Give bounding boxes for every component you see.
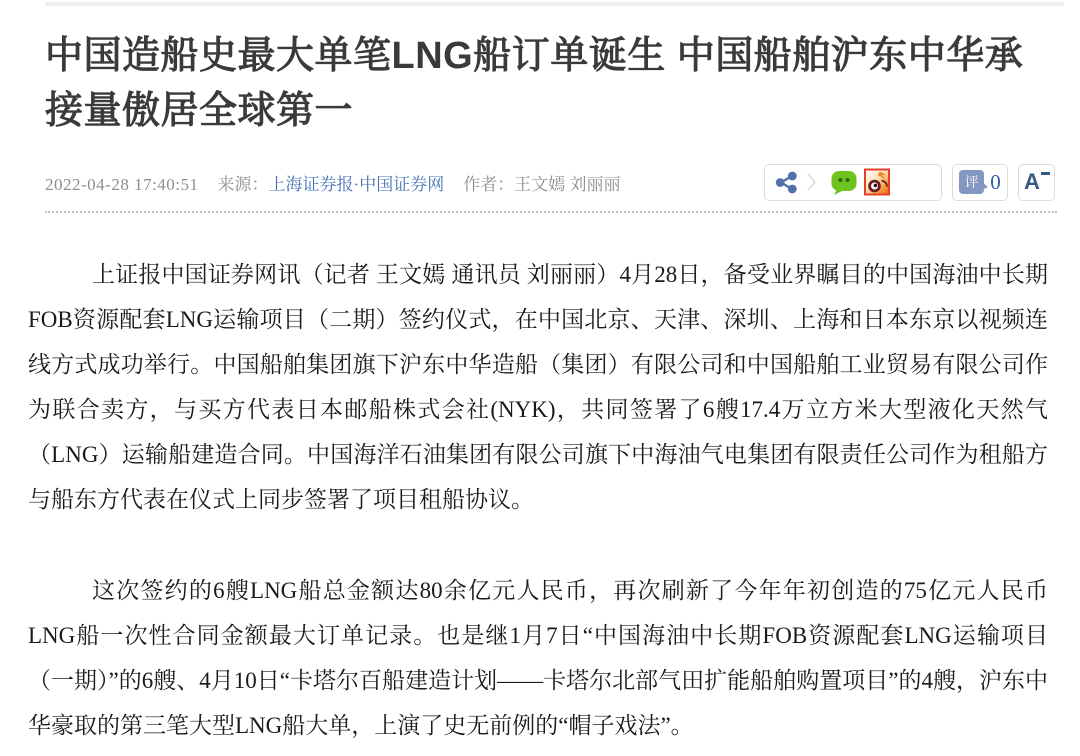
source (218, 170, 445, 195)
paragraph-2: 这次签约的6艘LNG船总金额达80余亿元人民币，再次刷新了今年年初创造的75亿元人民币LNG船一次性合同金额最大订单记录。也是继1月7日“中国海油中长期FOB资源配套LNG运输项目（一期）”的6艘、4月10日“卡塔尔百船建造计划——卡塔尔北部气田扩能船舶购置项目”的4艘，沪东中华豪取的第三笔大型LNG船大单，上演了史无前例的“帽子戏法”。 (28, 578, 1048, 738)
minus-icon (1041, 172, 1050, 175)
weibo-icon[interactable] (864, 168, 890, 196)
meta-row (45, 160, 1055, 204)
author-label: 作者： (463, 174, 515, 194)
font-size-button[interactable] (1018, 164, 1055, 201)
comment-icon (959, 170, 984, 194)
font-size-icon: A (1024, 169, 1040, 194)
article-body (28, 252, 1048, 748)
chevron-separator-icon (807, 173, 816, 191)
dotted-divider (45, 211, 1057, 213)
toolbar (764, 164, 1055, 201)
source-label: 来源： (217, 174, 269, 194)
top-divider (45, 2, 1064, 6)
comment-icon-label: 评 (964, 174, 979, 190)
share-icon[interactable] (765, 171, 807, 194)
article-title: 中国造船史最大单笔LNG船订单诞生 中国船舶沪东中华承接量傲居全球第一 (45, 35, 1024, 132)
comment-count: 0 (990, 169, 1001, 194)
comment-button[interactable] (952, 164, 1008, 201)
author (463, 170, 620, 195)
share-bar (764, 164, 942, 201)
publish-datetime: 2022-04-28 17:40:51 (45, 174, 199, 194)
source-link[interactable]: 上海证券报·中国证券网 (268, 174, 445, 194)
wechat-icon[interactable] (830, 168, 858, 196)
author-names: 王文嫣 刘丽丽 (514, 174, 621, 194)
paragraph-1: 上证报中国证券网讯（记者 王文嫣 通讯员 刘丽丽）4月28日，备受业界瞩目的中国海油中长期FOB资源配套LNG运输项目（二期）签约仪式，在中国北京、天津、深圳、上海和日本东京以视频连线方式成功举行。中国船舶集团旗下沪东中华造船（集团）有限公司和中国船舶工业贸易有限公司作为联合卖方，与买方代表日本邮船株式会社(NYK)，共同签署了6艘17.4万立方米大型液化天然气（LNG）运输船建造合同。中国海洋石油集团有限公司旗下中海油气电集团有限责任公司作为租船方与船东方代表在仪式上同步签署了项目租船协议。 (28, 262, 1048, 512)
meta-info (45, 170, 620, 195)
